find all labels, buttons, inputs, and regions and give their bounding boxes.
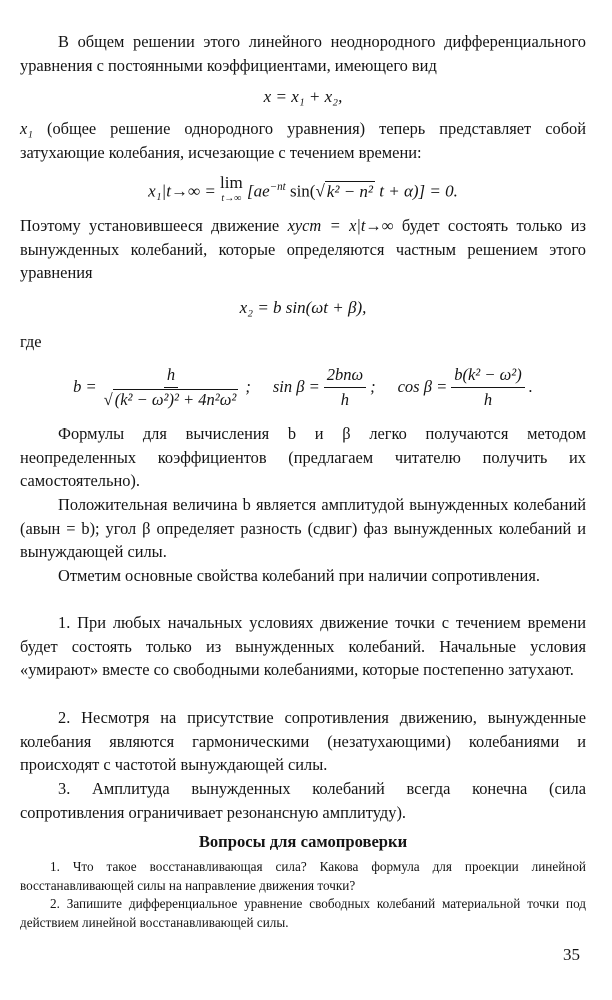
var-x-steady: xуст = x|t→∞: [287, 216, 394, 235]
page-content: [20, 30, 586, 932]
section-heading: Вопросы для самопроверки: [198, 832, 408, 851]
paragraph-steady-state-b: будет состоять только из вынужденных колебаний, которые определяются частным решением этого уравнения: [20, 216, 586, 283]
paragraph-steady-state: [20, 214, 586, 286]
fraction-b-numerator: h: [164, 365, 178, 388]
paragraph-property-1: 1. При любых начальных условиях движение точки с течением времени будет состоять только из вынужденных колебаний. Начальные условия «умирают» вместе со свободными колебаниями, которые постепенно затухают.: [20, 613, 586, 680]
eq-limit-left: x₁|t→∞ =: [148, 181, 221, 201]
paragraph-homogeneous-text: (общее решение однородного уравнения) теперь представляет собой затухающие колебания, исчезающие с течением времени:: [20, 119, 587, 162]
eq-limit-body-b: sin(: [285, 181, 316, 201]
paragraph-formulas: Формулы для вычисления b и β легко получаются методом неопределенных коэффициентов (предлагаем читателю получить их самостоятельно).: [20, 424, 586, 491]
fraction-cos-numerator: b(k² − ω²): [451, 365, 525, 388]
question-1: 1. Что такое восстанавливающая сила? Какова формула для проекции линейной восстанавливающей силы на направление движения точки?: [20, 859, 586, 893]
fraction-cos: [451, 365, 525, 410]
sin-lhs: sin β =: [272, 377, 320, 396]
fraction-sin: [324, 365, 366, 410]
equation-sum: x = x₁ + x₂,: [263, 87, 343, 106]
equation-end: .: [528, 377, 533, 396]
equation-forced: x₂ = b sin(ωt + β),: [239, 298, 367, 317]
page-number: 35: [563, 945, 580, 964]
equation-limit: [20, 164, 586, 214]
limit-operator: [220, 174, 243, 204]
b-lhs: b =: [73, 377, 97, 396]
eq-limit-body-a: [ae: [246, 181, 270, 201]
fraction-b-radicand: (k² − ω²)² + 4n²ω²: [114, 389, 237, 409]
separator-2: ;: [370, 377, 376, 396]
paragraph-properties: Отметим основные свойства колебаний при наличии сопротивления.: [58, 566, 540, 585]
cos-lhs: cos β =: [397, 377, 448, 396]
question-2: 2. Запишите дифференциальное уравнение свободных колебаний материальной точки под действием линейной восстанавливающей силы.: [20, 896, 586, 930]
fraction-sin-numerator: 2bnω: [324, 365, 366, 388]
paragraph-homogeneous: [20, 117, 586, 164]
fraction-sin-denominator: h: [340, 389, 350, 409]
sqrt-sign: √: [315, 181, 325, 201]
limit-word: lim: [220, 173, 243, 192]
eq-limit-body-c: t + α)] = 0.: [379, 181, 458, 201]
eq-limit-exponent: −nt: [269, 181, 286, 193]
fraction-b-denominator: √ (k² − ω²)² + 4n²ω²: [103, 389, 237, 409]
eq-limit-sqrt: k² − n²: [326, 181, 374, 201]
paragraph-steady-state-a: Поэтому установившееся движение: [20, 216, 280, 235]
paragraph-property-3: 3. Амплитуда вынужденных колебаний всегда конечна (сила сопротивления ограничивает резонансную амплитуду).: [20, 779, 586, 822]
equation-coefficients: [20, 360, 586, 414]
limit-under: t→∞: [221, 192, 242, 204]
paragraph-intro: В общем решении этого линейного неоднородного дифференциального уравнения с постоянными коэффициентами, имеющего вид: [20, 32, 586, 75]
fraction-cos-denominator: h: [483, 389, 493, 409]
fraction-b: [101, 365, 242, 410]
var-x1: x₁: [20, 119, 33, 138]
paragraph-amplitude: Положительная величина b является амплитудой вынужденных колебаний (aвын = b); угол β определяет разность (сдвиг) фаз вынужденных колебаний и вынуждающей силы.: [20, 495, 586, 562]
paragraph-property-2: 2. Несмотря на присутствие сопротивления движению, вынужденные колебания являются гармоническими (незатухающими) колебаниями и происходят с частотой вынуждающей силы.: [20, 708, 586, 775]
separator-1: ;: [245, 377, 251, 396]
word-where: где: [20, 332, 42, 351]
